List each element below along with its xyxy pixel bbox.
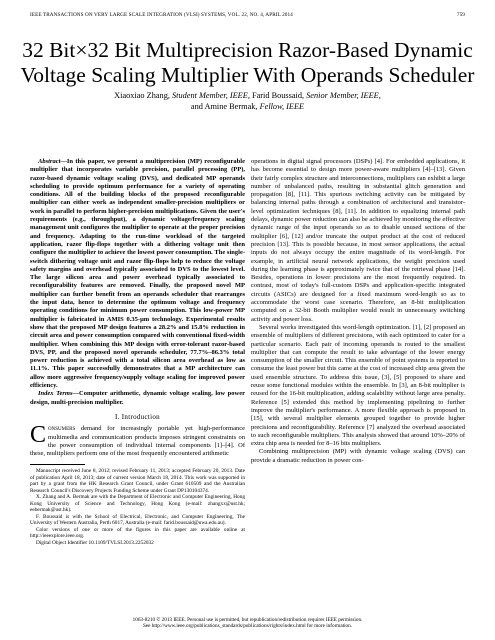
author-line-1	[40, 91, 455, 102]
intro-paragraph	[30, 422, 245, 458]
index-terms-text: Computer arithmetic, dynamic voltage scaling, low power design, multi-precision multiplier.	[30, 390, 245, 406]
footnote-manuscript: Manuscript received June 8, 2012; revised February 11, 2013; accepted February 20, 2013. Date of publication April 18, 2013; date of current version March 18, 2014. This work was supported in part by a grant from the HK Research Grant Council, under Grant 610509 and the Australian Research Council's Discovery Projects Funding Scheme under Grant DP130104374.	[30, 468, 245, 494]
index-terms-lead: Index Terms—	[38, 390, 79, 398]
footnote-doi: Digital Object Identifier 10.1109/TVLSI.2013.2252032	[36, 539, 154, 546]
intro-text: demand for increasingly portable yet high-performance multimedia and communication products imposes stringent constraints on the power consumption of individual internal components [1]–[4]. Of these, multipliers perform one of the most frequently encountered arithmetic	[30, 425, 245, 458]
author-name: Xiaoxiao Zhang,	[114, 91, 170, 100]
copyright-line-2: See http://www.ieee.org/publications_standards/publications/rights/index.html for more information.	[142, 623, 353, 630]
footnote-color-versions: Color versions of one or more of the figures in this paper are available online at http://ieeexplore.ieee.org.	[30, 526, 245, 540]
footnote-divider	[30, 464, 85, 465]
abstract-lead: Abstract—	[38, 158, 67, 165]
author-role: Fellow, IEEE	[259, 101, 305, 111]
author-line-2	[40, 102, 455, 113]
abstract	[30, 158, 245, 390]
drop-cap: C	[30, 422, 47, 449]
index-terms	[30, 390, 245, 407]
abstract-text: In this paper, we present a multiprecision (MP) reconfigurable multiplier that incorporates variable precision, parallel processing (PP), razor-based dynamic voltage scaling (DVS), and dedicated MP operands scheduling to provide optimum performance for a variety of operating conditions. All of the building blocks of the proposed reconfigurable multiplier can either work as independent smaller-precision multipliers or work in parallel to perform higher-precision multiplications. Given the user's requirements (e.g., throughput), a dynamic voltage/frequency scaling management unit configures the multiplier to operate at the proper precision and frequency. Adapting to the run-time workload of the targeted application, razor flip-flops together with a dithering voltage unit then configure the multiplier to achieve the lowest power consumption. The single-switch dithering voltage unit and razor flip-flops help to reduce the voltage safety margins and overhead typically associated to DVS to the lowest level. The large silicon area and power overhead typically associated to reconfigurability features are removed. Finally, the proposed novel MP multiplier can further benefit from an operands scheduler that rearranges the input data, hence to determine the optimum voltage and frequency operating conditions for minimum power consumption. This low-power MP multiplier is fabricated in AMIS 0.35-μm technology. Experimental results show that the proposed MP design features a 28.2% and 15.8% reduction in circuit area and power consumption compared with conventional fixed-width multiplier. When combining this MP design with error-tolerant razor-based DVS, PP, and the proposed novel operands scheduler, 77.7%–86.3% total power reduction is achieved with a total silicon area overhead as low as 11.1%. This paper successfully demonstrates that a MP architecture can allow more aggressive frequency/supply voltage scaling for improved power efficiency.	[30, 158, 245, 390]
page-number: 759	[456, 12, 465, 18]
body-paragraph: Combining multiprecision (MP) with dynamic voltage scaling (DVS) can provide a dramatic reduction in power con-	[251, 448, 465, 464]
smallcaps-word: onsumers	[48, 425, 76, 433]
author-role: Student Member, IEEE,	[172, 91, 250, 100]
paper-title: 32 Bit×32 Bit Multiprecision Razor-Based Dynamic Voltage Scaling Multiplier With Operands Scheduler	[20, 38, 475, 87]
author-role: Senior Member, IEEE,	[306, 91, 381, 100]
footnote-affiliation-2: F. Boussaid is with the School of Electrical, Electronic, and Computer Engineering, The University of Western Australia, Perth 6017, Australia (e-mail: farid.boussaid@uwa.edu.au).	[30, 513, 245, 527]
left-column	[30, 158, 245, 546]
author-list	[40, 91, 455, 112]
right-column	[251, 158, 465, 465]
journal-name: IEEE TRANSACTIONS ON VERY LARGE SCALE INTEGRATION (VLSI) SYSTEMS, VOL. 22, NO. 4, APRIL 2014	[30, 12, 293, 18]
section-heading: I. Introduction	[115, 412, 160, 421]
copyright-line-1: 1063-8210 © 2013 IEEE. Personal use is permitted, but republication/redistribution requires IEEE permission.	[132, 617, 363, 623]
footnote-affiliation-1: X. Zhang and A. Bermak are with the Department of Electronic and Computer Engineering, Hong Kong University of Science and Technology, Hong Kong (e-mail: zhangxx@ust.hk; eebermak@ust.hk).	[30, 494, 245, 514]
body-paragraph: operations in digital signal processors (DSPs) [4]. For embedded applications, it has become essential to design more power-aware multipliers [4]–[13]. Given their fairly complex structure and interconnections, multipliers can exhibit a large number of unbalanced paths, resulting in substantial glitch generation and propagation [8], [11]. This spurious switching activity can be mitigated by balancing internal paths through a combination of architectural and transistor-level optimization techniques [8], [11]. In addition to equalizing internal path delays, dynamic power reduction can also be achieved by monitoring the effective dynamic range of the input operands so as to disable unused sections of the multiplier [6], [12] and/or truncate the output product at the cost of reduced precision [13]. This is possible because, in most sensor applications, the actual inputs do not always occupy the entire magnitude of its word-length. For example, in artificial neural network applications, the weight precision used during the learning phase is approximately twice that of the retrieval phase [14]. Besides, operations in lower precisions are the most frequently required. In contrast, most of today's full-custom DSPs and application-specific integrated circuits (ASICs) are designed for a fixed maximum word-length so as to accommodate the worst case scenario. Therefore, an 8-bit multiplication computed on a 32-bit Booth multiplier would result in unnecessary switching activity and power loss.	[251, 158, 465, 323]
author-name: and Amine Bermak,	[190, 101, 258, 111]
author-name: Farid Boussaid,	[251, 91, 305, 100]
body-paragraph: Several works investigated this word-length optimization. [1], [2] proposed an ensemble of multipliers of different precisions, with each optimized to cater for a particular scenario. Each pair of incoming operands is routed to the smallest multiplier that can compute the result to take advantage of the lower energy consumption of the smaller circuit. This ensemble of point systems is reported to consume the least power but this came at the cost of increased chip area given the used ensemble structure. To address this issue, [3], [5] proposed to share and reuse some functional modules within the ensemble. In [3], an 8-bit multiplier is reused for the 16-bit multiplication, adding scalability without large area penalty. Reference [5] extended this method by implementing pipelining to further improve the multiplier's performance. A more flexible approach is proposed in [15], with several multiplier elements grouped together to provide higher precisions and reconfigurability. Reference [7] analyzed the overhead associated to such reconfigurable multipliers. This analysis showed that around 10%–20% of extra chip area is needed for 8–16 bits multipliers.	[251, 323, 465, 448]
copyright-notice	[30, 617, 465, 630]
